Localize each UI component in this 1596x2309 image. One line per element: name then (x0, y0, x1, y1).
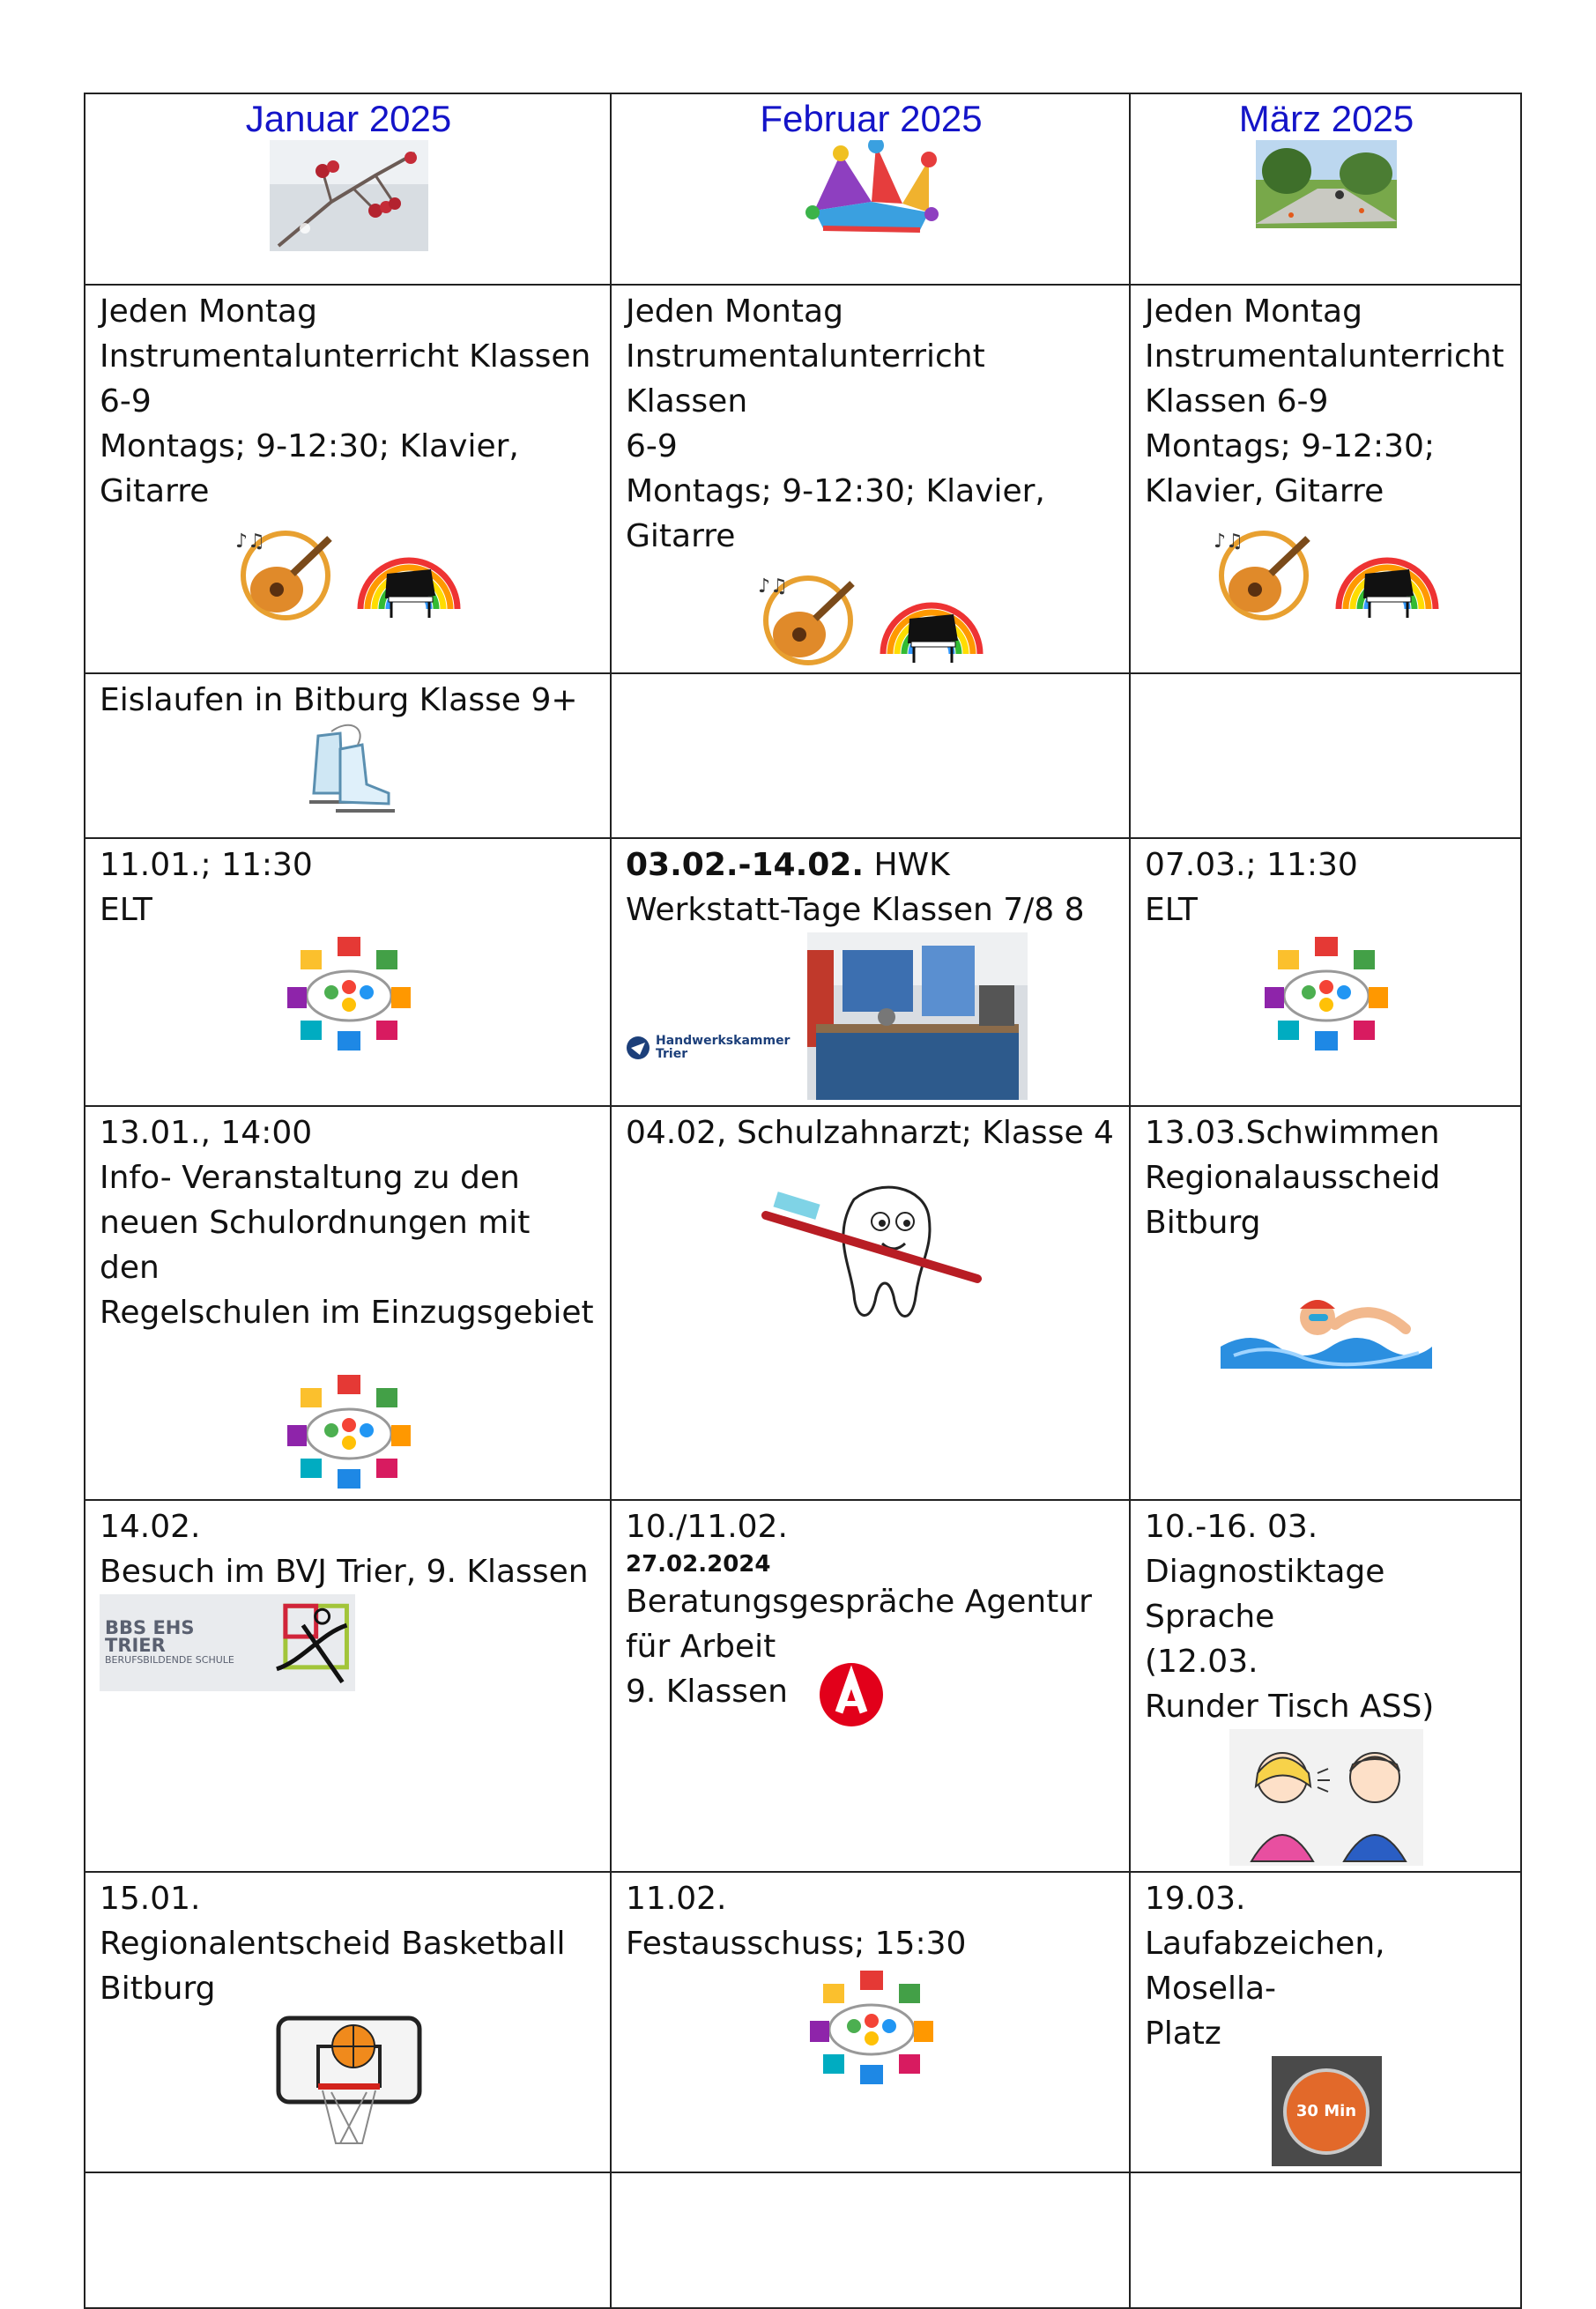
cell-jan-instrument: Jeden Montag Instrumentalunterricht Klassen 6-9 Montags; 9-12:30; Klavier, Gitarre ♪♫ (85, 285, 611, 673)
guitar-icon (1209, 521, 1319, 622)
cell-feb-instrument: Jeden Montag Instrumentalunterricht Klassen 6-9 Montags; 9-12:30; Klavier, Gitarre ♪♫ (611, 285, 1130, 673)
cell-jan-bvj: 14.02. Besuch im BVJ Trier, 9. Klassen BBS EHS TRIER BERUFSBILDENDE SCHULE (85, 1500, 611, 1872)
ice-skating-row (85, 673, 1521, 838)
cell-mar-blank (1130, 2172, 1521, 2308)
elt-row (85, 838, 1521, 1106)
piano-rainbow-icon (1330, 521, 1444, 622)
park-path-image (1256, 140, 1397, 228)
cell-jan-blank (85, 2172, 611, 2308)
month-march: März 2025 (1130, 93, 1521, 285)
hwk-logo: Handwerkskammer Trier (626, 1035, 790, 1061)
svg-text:♪♫: ♪♫ (235, 531, 265, 553)
svg-text:♪♫: ♪♫ (1213, 531, 1243, 553)
cell-mar-elt: 07.03.; 11:30 ELT (1130, 838, 1521, 1106)
cell-jan-elt: 11.01.; 11:30 ELT (85, 838, 611, 1106)
swimmer-icon (1216, 1281, 1436, 1377)
sports-row (85, 1872, 1521, 2172)
bbs-emblem-icon (268, 1599, 355, 1687)
cell-mar-empty (1130, 673, 1521, 838)
round-table-icon (283, 1370, 415, 1494)
two-children-talking-icon (1229, 1729, 1423, 1866)
laufabzeichen-badge: 30 Min (1272, 2056, 1382, 2166)
tooth-brush-icon (757, 1182, 986, 1332)
ice-skates-icon (296, 723, 402, 815)
cell-jan-info: 13.01., 14:00 Info- Veranstaltung zu den neuen Schulordnungen mit den Regelschulen im Einzugsgebiet (85, 1106, 611, 1500)
cell-jan-basketball: 15.01. Regionalentscheid Basketball Bitburg (85, 1872, 611, 2172)
basketball-hoop-icon (274, 2011, 424, 2148)
guitar-icon (753, 566, 864, 667)
workshop-photo (807, 932, 1028, 1100)
info-row (85, 1106, 1521, 1500)
cell-feb-agentur: 10./11.02. 27.02.2024 Beratungsgespräche Agentur für Arbeit 9. Klassen (611, 1500, 1130, 1872)
cell-mar-instrument: Jeden Montag Instrumentalunterricht Klassen 6-9 Montags; 9-12:30; Klavier, Gitarre ♪♫ (1130, 285, 1521, 673)
cell-feb-dentist: 04.02, Schulzahnarzt; Klasse 4 (611, 1106, 1130, 1500)
jester-hat-icon (797, 140, 946, 237)
piano-rainbow-icon (352, 521, 466, 622)
instrument-row (85, 285, 1521, 673)
agentur-arbeit-logo-icon (797, 1642, 902, 1748)
piano-rainbow-icon (874, 566, 989, 667)
month-january: Januar 2025 (85, 93, 611, 285)
winter-branch-image (270, 140, 428, 251)
guitar-icon (231, 521, 341, 622)
round-table-icon (1260, 932, 1392, 1056)
cell-feb-blank (611, 2172, 1130, 2308)
round-table-icon (283, 932, 415, 1056)
bbs-logo: BBS EHS TRIER BERUFSBILDENDE SCHULE (100, 1594, 355, 1691)
cell-mar-laufabzeichen: 19.03. Laufabzeichen, Mosella- Platz 30 Min (1130, 1872, 1521, 2172)
hwk-emblem-icon (626, 1036, 650, 1060)
cell-feb-empty (611, 673, 1130, 838)
cell-feb-hwk: 03.02.-14.02. HWK Werkstatt-Tage Klassen 7/8 8 Handwerkskammer Trier (611, 838, 1130, 1106)
cell-mar-swimming: 13.03.Schwimmen Regionalausscheid Bitburg (1130, 1106, 1521, 1500)
calendar-table (84, 93, 1522, 2309)
visit-row (85, 1500, 1521, 1872)
round-table-icon (805, 1966, 938, 2090)
month-header-row (85, 93, 1521, 285)
cell-feb-festausschuss: 11.02. Festausschuss; 15:30 (611, 1872, 1130, 2172)
empty-row (85, 2172, 1521, 2308)
svg-text:♪♫: ♪♫ (758, 575, 788, 598)
cell-jan-skating: Eislaufen in Bitburg Klasse 9+ (85, 673, 611, 838)
cell-mar-diagnostik: 10.-16. 03. Diagnostiktage Sprache (12.03. Runder Tisch ASS) (1130, 1500, 1521, 1872)
month-february: Februar 2025 (611, 93, 1130, 285)
